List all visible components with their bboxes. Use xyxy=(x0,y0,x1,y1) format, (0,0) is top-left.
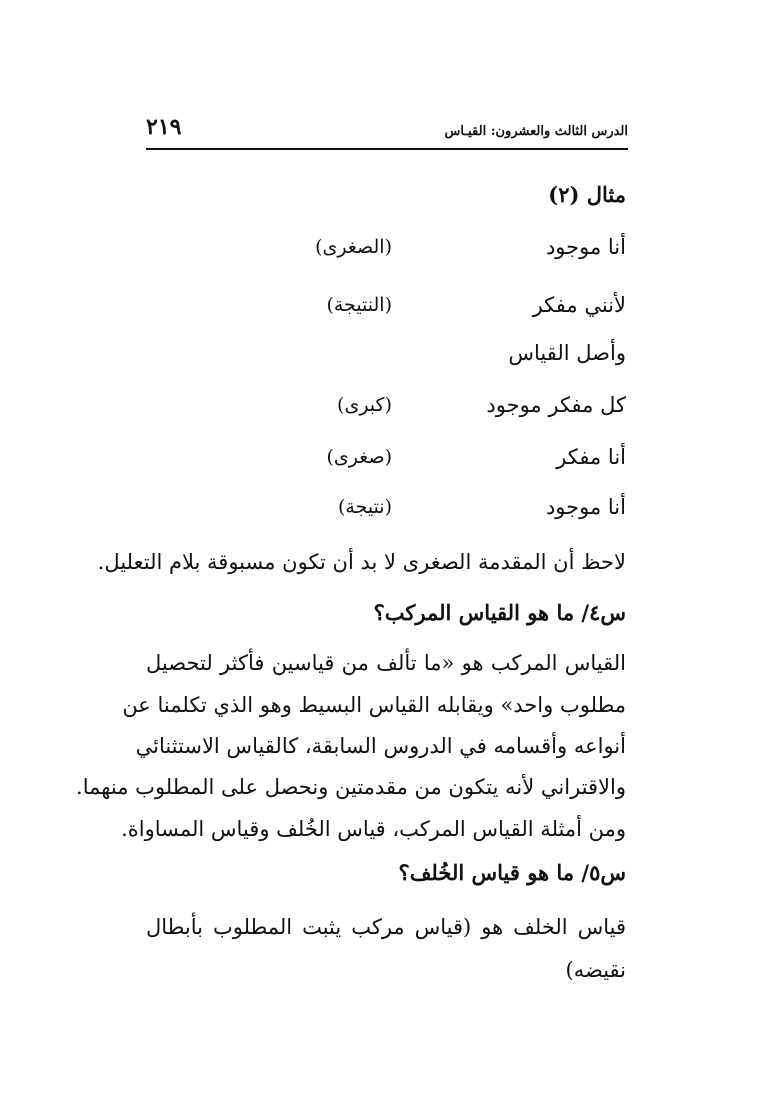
example-line: أنا موجود xyxy=(545,495,626,519)
example-line: أنا مفكر xyxy=(556,445,626,469)
premise-label: (نتيجة) xyxy=(337,496,392,518)
premise-label: (كبرى) xyxy=(337,394,392,416)
paragraph-line: والاقتراني لأنه يتكون من مقدمتين ونحصل على المطلوب منهما. xyxy=(76,775,626,799)
paragraph-line: أنواعه وأقسامه في الدروس السابقة، كالقياس الاستثنائي xyxy=(135,734,626,758)
example-note: لاحظ أن المقدمة الصغرى لا بد أن تكون مسبوقة بلام التعليل. xyxy=(97,550,626,574)
premise-label: (صغرى) xyxy=(326,446,392,468)
example-line: كل مفكر موجود xyxy=(486,393,626,417)
paragraph-line: مطلوب واحد» ويقابله القياس البسيط وهو الذي تكلمنا عن xyxy=(122,693,626,717)
question-heading: س٥/ ما هو قياس الخُلف؟ xyxy=(398,860,626,885)
page-number: ٢١٩ xyxy=(146,114,182,140)
paragraph-line: القياس المركب هو «ما تألف من قياسين فأكثر لتحصيل xyxy=(146,651,626,675)
paragraph-line: ومن أمثلة القياس المركب، قياس الخُلف وقياس المساواة. xyxy=(121,817,626,841)
example-line: لأنني مفكر xyxy=(532,293,626,317)
example-heading: مثال (٢) xyxy=(548,182,626,207)
paragraph-line: قياس الخلف هو (قياس مركب يثبت المطلوب بأبطال xyxy=(146,915,626,939)
running-title: الدرس الثالث والعشرون: القيـاس xyxy=(444,124,628,139)
question-heading: س٤/ ما هو القياس المركب؟ xyxy=(373,600,626,625)
example-line: وأصل القياس xyxy=(508,341,626,365)
premise-label: (الصغرى) xyxy=(315,236,392,258)
paragraph-line: نقيضه) xyxy=(565,958,626,982)
example-line: أنا موجود xyxy=(545,235,626,259)
page-header xyxy=(146,112,628,150)
premise-label: (النتيجة) xyxy=(326,294,392,316)
